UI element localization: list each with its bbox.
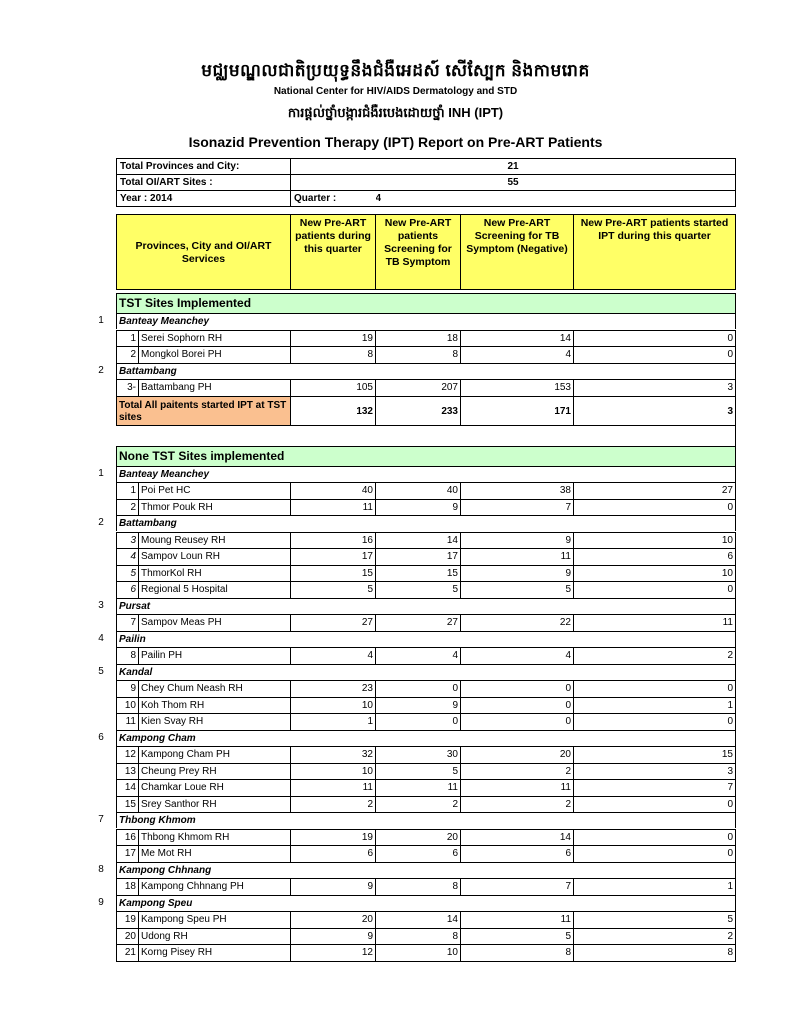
province-row	[88, 598, 736, 615]
site-row	[88, 829, 736, 846]
started-ipt-value: 0	[727, 501, 733, 513]
screening-value: 8	[376, 347, 461, 363]
negative-value: 0	[461, 681, 574, 697]
section-spacer	[116, 426, 736, 446]
screening-value: 0	[376, 681, 461, 697]
started-ipt-value: 0	[727, 349, 733, 360]
new-patients-value: 23	[291, 681, 376, 697]
province-name: Kampong Cham	[116, 730, 736, 746]
report-body	[88, 293, 736, 962]
new-patients-value: 11	[291, 780, 376, 796]
tst-total-label: Total All paitents started IPT at TST sites	[117, 397, 291, 425]
started-ipt-value: 27	[721, 485, 733, 496]
started-ipt-value: 0	[727, 584, 733, 595]
site-number: 3-	[117, 380, 139, 396]
site-row	[88, 944, 736, 961]
province-name: Pailin	[116, 631, 736, 647]
province-row	[88, 895, 736, 912]
screening-value: 8	[376, 879, 461, 895]
khmer-org-name: មជ្ឈមណ្ឌលជាតិប្រយុទ្ធនឹងជំងឺអេដស៍ សើស្បែក និងកាមរោគ	[201, 61, 590, 80]
screening-value: 0	[376, 714, 461, 730]
negative-value: 0	[461, 698, 574, 714]
site-name: Battambang PH	[139, 380, 291, 396]
screening-value: 40	[376, 483, 461, 499]
site-row	[88, 763, 736, 780]
started-ipt-value: 0	[727, 848, 733, 859]
negative-value: 11	[461, 549, 574, 565]
province-number: 2	[98, 364, 104, 376]
started-ipt-value: 6	[727, 551, 733, 562]
started-ipt-value: 7	[727, 782, 733, 793]
negative-value: 9	[461, 566, 574, 582]
site-number: 13	[117, 764, 139, 780]
site-number: 18	[117, 879, 139, 895]
province-name: Banteay Meanchey	[116, 466, 736, 482]
org-name: National Center for HIV/AIDS Dermatology and STD	[273, 86, 518, 97]
site-name: Srey Santhor RH	[139, 797, 291, 813]
screening-value: 17	[376, 549, 461, 565]
province-row	[88, 862, 736, 879]
started-ipt-value: 10	[721, 567, 733, 579]
site-number: 8	[117, 648, 139, 664]
negative-value: 5	[461, 929, 574, 945]
screening-value: 8	[376, 929, 461, 945]
province-number: 7	[98, 814, 104, 825]
province-number: 4	[98, 632, 104, 644]
new-patients-value: 8	[291, 347, 376, 363]
province-name: Pursat	[116, 598, 736, 614]
negative-value: 4	[461, 648, 574, 664]
new-patients-value: 20	[291, 912, 376, 928]
quarter-label: Quarter :	[291, 191, 376, 207]
site-name: Udong RH	[139, 929, 291, 945]
province-name: Battambang	[116, 515, 736, 531]
tst-total-screening: 233	[376, 397, 461, 425]
negative-value: 22	[461, 615, 574, 631]
screening-value: 14	[376, 533, 461, 549]
started-ipt-value: 0	[727, 798, 733, 810]
province-number: 3	[98, 599, 104, 611]
negative-value: 153	[461, 380, 574, 396]
new-patients-value: 19	[291, 331, 376, 347]
site-name: Korng Pisey RH	[139, 945, 291, 961]
started-ipt-value: 2	[727, 650, 733, 661]
site-row	[88, 548, 736, 565]
site-row	[88, 680, 736, 697]
started-ipt-value: 2	[727, 930, 733, 942]
negative-value: 0	[461, 714, 574, 730]
summary-row-sites	[117, 175, 736, 191]
screening-value: 27	[376, 615, 461, 631]
site-number: 17	[117, 846, 139, 862]
sites-value: 55	[291, 175, 736, 191]
site-name: Cheung Prey RH	[139, 764, 291, 780]
site-name: Thmor Pouk RH	[139, 500, 291, 516]
site-row	[88, 779, 736, 796]
new-patients-value: 27	[291, 615, 376, 631]
site-name: Kampong Chhnang PH	[139, 879, 291, 895]
negative-value: 2	[461, 797, 574, 813]
site-number: 1	[117, 483, 139, 499]
screening-value: 11	[376, 780, 461, 796]
site-name: Sampov Meas PH	[139, 615, 291, 631]
province-row	[88, 730, 736, 747]
site-number: 10	[117, 698, 139, 714]
tst-section	[88, 313, 736, 396]
site-number: 2	[117, 347, 139, 363]
site-row	[88, 878, 736, 895]
site-name: Koh Thom RH	[139, 698, 291, 714]
site-number: 3	[117, 533, 139, 549]
column-header-screening: New Pre-ART patients Screening for TB Symptom	[376, 215, 461, 290]
screening-value: 207	[376, 380, 461, 396]
province-name: Thbong Khmom	[116, 812, 736, 828]
screening-value: 10	[376, 945, 461, 961]
site-name: Me Mot RH	[139, 846, 291, 862]
screening-value: 5	[376, 764, 461, 780]
site-number: 6	[117, 582, 139, 598]
province-number: 8	[98, 863, 104, 875]
negative-value: 20	[461, 747, 574, 763]
province-name: Kandal	[116, 664, 736, 680]
site-row	[88, 796, 736, 813]
year-label: Year : 2014	[117, 191, 291, 207]
summary-row-provinces	[117, 159, 736, 175]
site-row	[88, 928, 736, 945]
tst-total-negative: 171	[461, 397, 574, 425]
site-name: Chamkar Loue RH	[139, 780, 291, 796]
province-number: 9	[98, 896, 104, 908]
province-row	[88, 313, 736, 330]
site-name: Kien Svay RH	[139, 714, 291, 730]
screening-value: 30	[376, 747, 461, 763]
site-number: 15	[117, 797, 139, 813]
new-patients-value: 32	[291, 747, 376, 763]
tst-total-ipt: 3	[727, 405, 733, 417]
site-number: 4	[117, 549, 139, 565]
screening-value: 9	[376, 698, 461, 714]
site-name: Chey Chum Neash RH	[139, 681, 291, 697]
started-ipt-value: 0	[727, 716, 733, 727]
site-name: Sampov Loun RH	[139, 549, 291, 565]
screening-value: 9	[376, 500, 461, 516]
started-ipt-value: 8	[727, 947, 733, 958]
site-number: 16	[117, 830, 139, 846]
started-ipt-value: 0	[727, 332, 733, 344]
summary-table	[116, 158, 736, 207]
started-ipt-value: 0	[727, 683, 733, 694]
negative-value: 38	[461, 483, 574, 499]
new-patients-value: 19	[291, 830, 376, 846]
new-patients-value: 10	[291, 698, 376, 714]
province-number: 2	[98, 517, 104, 528]
site-row	[88, 697, 736, 714]
provinces-value: 21	[291, 159, 736, 175]
site-number: 11	[117, 714, 139, 730]
province-row	[88, 363, 736, 380]
negative-value: 9	[461, 533, 574, 549]
column-header-table	[116, 214, 736, 290]
new-patients-value: 6	[291, 846, 376, 862]
new-patients-value: 9	[291, 929, 376, 945]
report-title: Isonazid Prevention Therapy (IPT) Report on Pre-ART Patients	[188, 134, 603, 150]
site-row	[88, 482, 736, 499]
site-name: Kampong Cham PH	[139, 747, 291, 763]
started-ipt-value: 3	[727, 382, 733, 393]
screening-value: 15	[376, 566, 461, 582]
province-name: Battambang	[116, 363, 736, 379]
new-patients-value: 10	[291, 764, 376, 780]
site-row	[88, 379, 736, 396]
site-number: 21	[117, 945, 139, 961]
site-row	[88, 581, 736, 598]
screening-value: 20	[376, 830, 461, 846]
new-patients-value: 12	[291, 945, 376, 961]
site-number: 9	[117, 681, 139, 697]
section-title-tst: TST Sites Implemented	[116, 293, 736, 313]
site-row	[88, 911, 736, 928]
column-header-started-ipt: New Pre-ART patients started IPT during this quarter	[574, 215, 736, 290]
site-row	[88, 713, 736, 730]
negative-value: 14	[461, 830, 574, 846]
column-header-negative: New Pre-ART Screening for TB Symptom (Negative)	[461, 215, 574, 290]
screening-value: 2	[376, 797, 461, 813]
sites-label: Total OI/ART Sites :	[117, 175, 291, 191]
screening-value: 4	[376, 648, 461, 664]
new-patients-value: 16	[291, 533, 376, 549]
started-ipt-value: 1	[727, 881, 733, 892]
negative-value: 8	[461, 945, 574, 961]
site-row	[88, 614, 736, 631]
screening-value: 14	[376, 912, 461, 928]
column-header-new-patients: New Pre-ART patients during this quarter	[291, 215, 376, 290]
started-ipt-value: 15	[721, 749, 733, 760]
started-ipt-value: 5	[727, 914, 733, 925]
new-patients-value: 9	[291, 879, 376, 895]
screening-value: 18	[376, 331, 461, 347]
started-ipt-value: 11	[722, 617, 733, 628]
site-name: ThmorKol RH	[139, 566, 291, 582]
site-number: 20	[117, 929, 139, 945]
new-patients-value: 5	[291, 582, 376, 598]
province-name: Banteay Meanchey	[116, 313, 736, 329]
site-row	[88, 532, 736, 549]
site-name: Serei Sophorn RH	[139, 331, 291, 347]
site-name: Poi Pet HC	[139, 483, 291, 499]
site-name: Kampong Speu PH	[139, 912, 291, 928]
site-number: 14	[117, 780, 139, 796]
started-ipt-value: 1	[727, 699, 733, 711]
negative-value: 5	[461, 582, 574, 598]
summary-row-period	[117, 191, 736, 207]
new-patients-value: 15	[291, 566, 376, 582]
tst-total-row	[116, 396, 736, 426]
new-patients-value: 1	[291, 714, 376, 730]
new-patients-value: 2	[291, 797, 376, 813]
site-name: Regional 5 Hospital	[139, 582, 291, 598]
negative-value: 6	[461, 846, 574, 862]
site-row	[88, 499, 736, 516]
screening-value: 5	[376, 582, 461, 598]
new-patients-value: 4	[291, 648, 376, 664]
table-bottom-border	[116, 961, 736, 962]
quarter-value: 4	[376, 191, 736, 207]
site-number: 7	[117, 615, 139, 631]
site-row	[88, 346, 736, 363]
started-ipt-value: 0	[727, 831, 733, 843]
province-number: 5	[98, 665, 104, 677]
site-name: Moung Reusey RH	[139, 533, 291, 549]
none-tst-section	[88, 466, 736, 961]
province-row	[88, 515, 736, 532]
negative-value: 11	[461, 912, 574, 928]
negative-value: 7	[461, 500, 574, 516]
khmer-report-title: ការផ្តល់ថ្នាំបង្ការជំងឺរបេងដោយថ្នាំ INH (IPT)	[287, 105, 504, 120]
negative-value: 7	[461, 879, 574, 895]
negative-value: 14	[461, 331, 574, 347]
province-row	[88, 466, 736, 483]
column-header-site: Provinces, City and OI/ART Services	[117, 215, 291, 290]
provinces-label: Total Provinces and City:	[117, 159, 291, 175]
site-row	[88, 746, 736, 763]
new-patients-value: 11	[291, 500, 376, 516]
province-number: 1	[98, 315, 104, 326]
province-row	[88, 664, 736, 681]
negative-value: 11	[461, 780, 574, 796]
started-ipt-value: 10	[721, 534, 733, 546]
site-row	[88, 845, 736, 862]
province-row	[88, 812, 736, 829]
section-title-none-tst: None TST Sites implemented	[116, 446, 736, 466]
province-number: 1	[98, 467, 104, 479]
new-patients-value: 40	[291, 483, 376, 499]
site-number: 12	[117, 747, 139, 763]
site-name: Thbong Khmom RH	[139, 830, 291, 846]
new-patients-value: 105	[291, 380, 376, 396]
province-name: Kampong Speu	[116, 895, 736, 911]
site-row	[88, 565, 736, 582]
screening-value: 6	[376, 846, 461, 862]
site-number: 19	[117, 912, 139, 928]
new-patients-value: 17	[291, 549, 376, 565]
negative-value: 4	[461, 347, 574, 363]
site-row	[88, 647, 736, 664]
site-number: 1	[117, 331, 139, 347]
negative-value: 2	[461, 764, 574, 780]
site-name: Mongkol Borei PH	[139, 347, 291, 363]
province-number: 6	[98, 731, 104, 743]
site-number: 2	[117, 500, 139, 516]
site-number: 5	[117, 566, 139, 582]
tst-total-new: 132	[291, 397, 376, 425]
province-name: Kampong Chhnang	[116, 862, 736, 878]
started-ipt-value: 3	[727, 765, 733, 777]
province-row	[88, 631, 736, 648]
site-row	[88, 330, 736, 347]
site-name: Pailin PH	[139, 648, 291, 664]
